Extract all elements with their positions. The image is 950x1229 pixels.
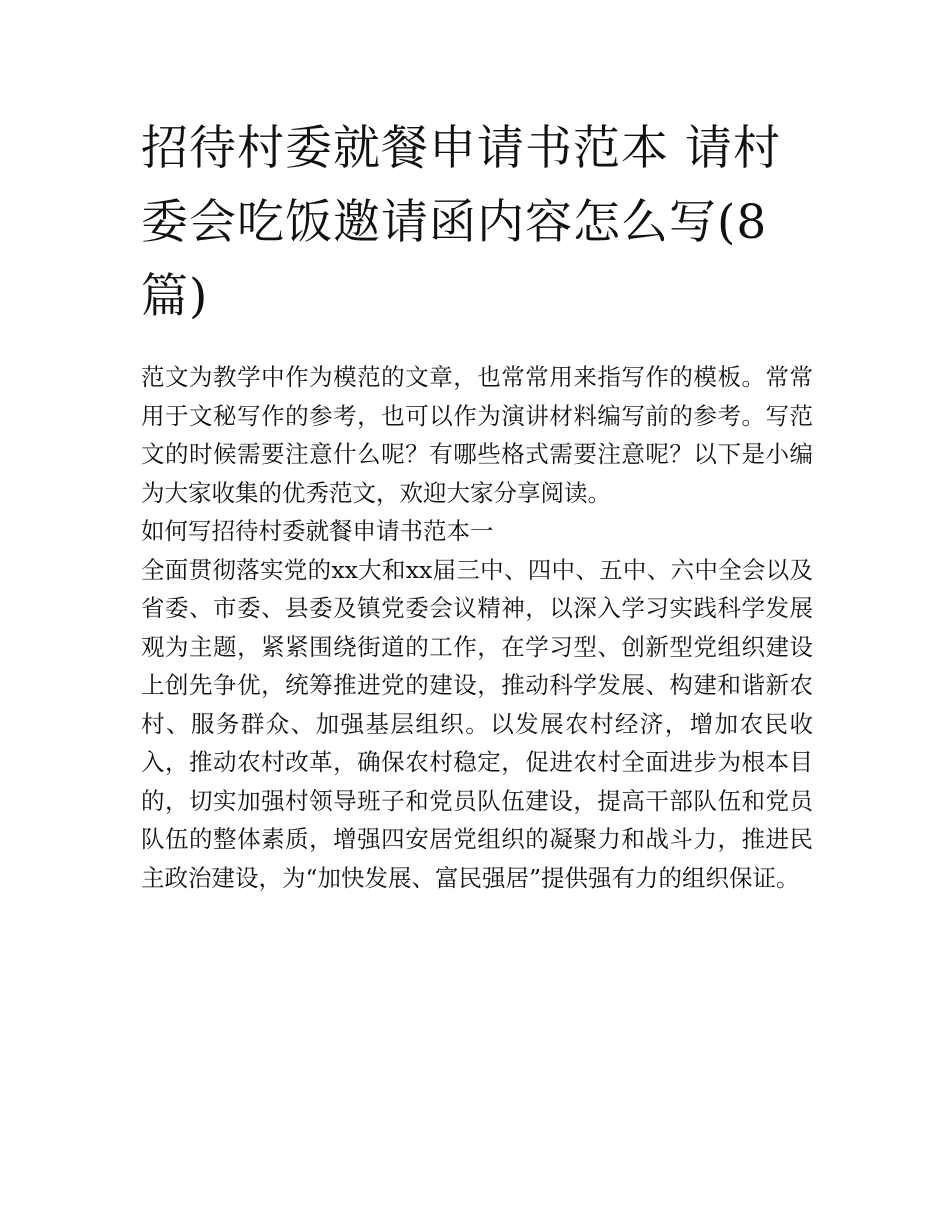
section-heading: 如何写招待村委就餐申请书范本一 — [141, 517, 494, 545]
body-paragraph: 全面贯彻落实党的xx大和xx届三中、四中、五中、六中全会以及省委、市委、县委及镇党委会议精神，以深入学习实践科学发展观为主题，紧紧围绕街道的工作，在学习型、创新型党组织建设上创先争优，统筹推进党的建设，推动科学发展、构建和谐新农村、服务群众、加强基层组织。以发展农村经济，增加农民收入，推动农村改革，确保农村稳定，促进农村全面进步为根本目的，切实加强村领导班子和党员队伍建设，提高干部队伍和党员队伍的整体素质，增强四安居党组织的凝聚力和战斗力，推进民主政治建设，为“加快发展、富民强居”提供强有力的组织保证。 — [141, 555, 813, 892]
intro-paragraph: 范文为教学中作为模范的文章，也常常用来指写作的模板。常常用于文秘写作的参考，也可以作为演讲材料编写前的参考。写范文的时候需要注意什么呢？有哪些格式需要注意呢？以下是小编为大家收集的优秀范文，欢迎大家分享阅读。 — [141, 363, 813, 507]
document-body — [141, 358, 813, 897]
document-page — [141, 112, 813, 897]
document-title: 招待村委就餐申请书范本 请村委会吃饭邀请函内容怎么写(8篇) — [141, 121, 781, 324]
